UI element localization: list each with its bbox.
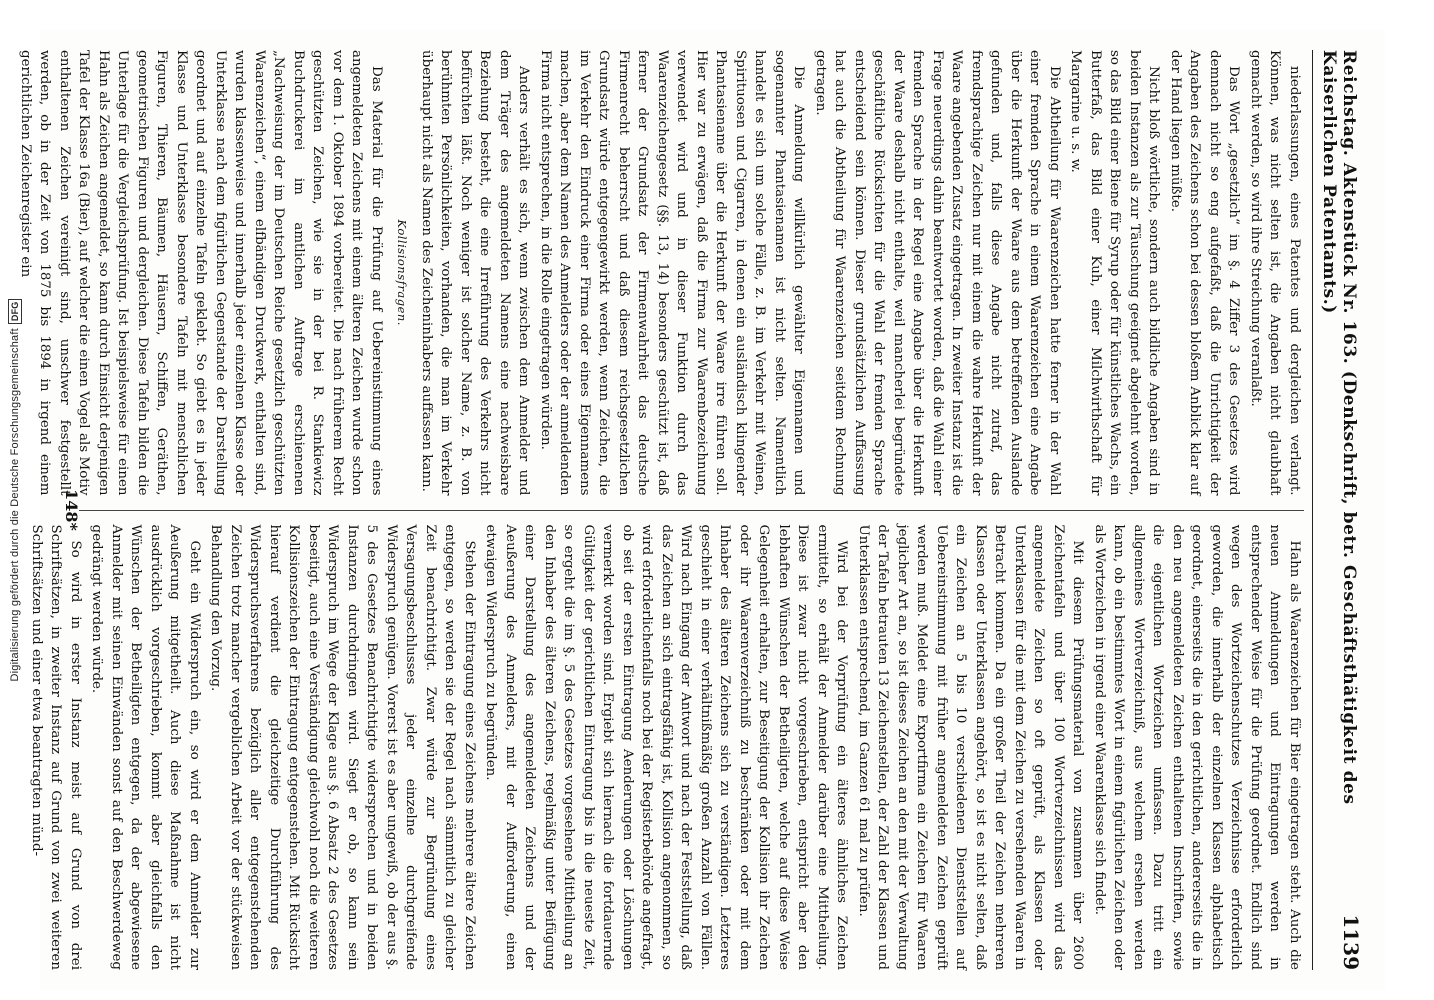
right-column bbox=[29, 524, 1304, 971]
paragraph: Das Material für die Prüfung auf Uebereinstimmung eines angemeldeten Zeichens mit einem älteren Zeichen wurde schon vor dem 1. Oktober 1894 vorbereitet. Die nach früherem Recht geschützten Zeichen, wie sie in der bei R. Stankiewicz Buchdruckerei im amtlichen Auftrage erschienenen „Nachweisung der im Deutschen Reiche gesetzlich geschützten Waarenzeichen“, einem elfbändigen Druckwerk, enthalten sind, wurden klassenweise und innerhalb jeder einzelnen Klasse oder Unterklasse nach dem figürlichen Gegenstande der Darstellung geordnet und auf einzelne Tafeln geklebt. So giebt es in jeder Klasse und Unterklasse besondere Tafeln mit menschlichen Figuren, Thieren, Bäumen, Häusern, Schiffen, Geräthen, geometrischen Figuren und dergleichen. Diese Tafeln bilden die Unterlage für die Vergleichsprüfung. Ist beispielsweise für einen Hahn als Zeichen angemeldet, so kann durch Einsicht derjenigen Tafel der Klasse 16a (Bier), auf welcher die einen Vogel als Motiv enthaltenen Zeichen vereinigt sind, unschwer festgestellt werden, ob in der Zeit von 1875 bis 1894 in irgend einem gerichtlichen Zeichenregister ein bbox=[18, 50, 384, 496]
page-header bbox=[1312, 50, 1363, 970]
signature-mark: 148* bbox=[62, 489, 81, 531]
page-number: 1139 bbox=[1339, 914, 1363, 970]
paragraph: Geht ein Widerspruch ein, so wird er dem Anmelder zur Aeußerung mitgetheilt. Auch diese Maßnahme ist nicht ausdrücklich vorgeschrieben, kommt aber gleichfalls den Wünschen der Betheiligten entgegen, da der abgewiesene Anmelder mit seinen Einwänden sonst auf den Beschwerdeweg gedrängt werden würde. bbox=[89, 524, 202, 970]
paragraph: Die Abtheilung für Waarenzeichen hatte ferner in der Wahl einer fremden Sprache in einem Waarenzeichen eine Angabe über die Herkunft der Waare aus dem betreffenden Auslande gefunden und, falls diese Angabe nicht zutraf, das fremdsprachige Zeichen nur mit einem die wahre Herkunft der Waare angebenden Zusatz eingetragen. In zweiter Instanz ist die Frage neuerdings dahin beantwortet worden, daß die Wahl einer fremden Sprache in der Regel eine Angabe über die Herkunft der Waare deshalb nicht enthalte, weil mancherlei begründete geschäftliche Rücksichten für die Wahl der fremden Sprache entscheidend sein können. Dieser grundsätzlichen Auffassung hat auch die Abtheilung für Waarenzeichen seitdem Rechnung getragen. bbox=[813, 50, 1062, 496]
paragraph: niederlassungen, eines Patentes und dergleichen verlangt. Können, was nicht selten ist, die Angaben nicht glaubhaft gemacht werden, so wird ihre Streichung veranlaßt. bbox=[1248, 50, 1302, 496]
dfg-logo: DFG bbox=[8, 299, 22, 325]
section-subheading: Kollisionsfragen. bbox=[395, 219, 410, 326]
paragraph: Stehen der Eintragung eines Zeichens mehrere ältere Zeichen entgegen, so werden sie der Regel nach sämmtlich zu gleicher Zeit benachrichtigt. Zwar würde zur Begründung eines Versagungsbeschlusses jeder einzelne durchgreifende Widerspruch genügen. Vorerst ist es aber ungewiß, ob der aus §. 5 des Gesetzes Benachrichtigte widersprechen und in beiden Instanzen durchdringen wird. Siegt er ob, so kann sein Widerspruch im Wege der Klage aus §. 6 Absatz 2 des Gesetzes beseitigt, auch eine Verständigung gleichwohl noch die weiteren Kollisionszeichen der Eintragung entgegenstehen. Mit Rücksicht hierauf verdient die gleichzeitige Durchführung des Widerspruchsverfahrens bezüglich aller entgegenstehenden Zeichen trotz mancher vergeblichen Arbeit vor der stückweisen Behandlung den Vorzug. bbox=[208, 524, 477, 970]
paragraph: Mit diesem Prüfungsmaterial von zusammen über 2600 Zeichentafeln und über 100 Wortverzeichnissen wird das angemeldete Zeichen so oft geprüft, als Klassen oder Unterklassen für die mit dem Zeichen zu versehenden Waaren in Betracht kommen. Da ein großer Theil der Zeichen mehreren Klassen oder Unterklassen angehört, so ist es nicht selten, daß ein Zeichen an 5 bis 10 verschiedenen Dienststellen auf Uebereinstimmung mit früher angemeldeten Zeichen geprüft werden muß. Meldet eine Exportfirma ein Zeichen für Waaren jeglicher Art an, so ist dieses Zeichen an den mit der Verwaltung der Tafeln betrauten 13 Zeichenstellen, der Zahl der Klassen und Unterklassen entsprechend, im Ganzen 61 mal zu prüfen. bbox=[856, 524, 1086, 970]
paragraph: So wird in erster Instanz meist auf Grund von drei Schriftsätzen, in zweiter Instanz auf Grund von zwei weiteren Schriftsätzen und einer etwa beantragten münd- bbox=[29, 524, 83, 970]
paragraph: Wird bei der Vorprüfung ein älteres ähnliches Zeichen ermittelt, so erhält der Anmelder darüber eine Mittheilung. Diese ist zwar nicht vorgeschrieben, entspricht aber den lebhaften Wünschen der Betheiligten, welche auf diese Weise Gelegenheit erhalten, zur Beseitigung der Kollision ihr Zeichen oder ihr Waarenverzeichniß zu beschränken oder mit dem Inhaber des älteren Zeichens sich zu verständigen. Letzteres geschieht in einer verhältnißmäßig großen Anzahl von Fällen. Wird nach Eingang der Antwort und nach der Feststellung, daß das Zeichen an sich eintragsfähig ist, Kollision angenommen, so wird erforderlichenfalls noch bei der Registerbehörde angefragt, ob seit der ersten Eintragung Aenderungen oder Löschungen vermerkt worden sind. Ergiebt sich hiernach die fortdauernde Gültigkeit der gerichtlichen Eintragung bis in die neueste Zeit, so ergeht die im §. 5 des Gesetzes vorgesehene Mittheilung an den Inhaber des älteren Zeichens, regelmäßig unter Beifügung einer Darstellung des angemeldeten Zeichens und der Aeußerung des Anmelders, mit der Aufforderung, einen etwaigen Widerspruch zu begründen. bbox=[483, 524, 850, 970]
paragraph: Nicht bloß wörtliche, sondern auch bildliche Angaben sind in beiden Instanzen als zur Täuschung geeignet abgelehnt worden, so das Bild einer Biene für Syrup oder für künstliches Wachs, ein Butterfaß, das Bild einer Kuh, einer Milchwirthschaft für Margarine u. s. w. bbox=[1068, 50, 1162, 496]
page-title: Reichstag. Aktenstück Nr. 163. (Denkschrift, betr. Geschäftsthätigkeit des Kaiserlichen Patentamts.) bbox=[1319, 50, 1359, 805]
scanned-page bbox=[18, 30, 1385, 990]
paragraph: Hahn als Waarenzeichen für Bier eingetragen steht. Auch die neuen Anmeldungen und Eintragungen werden in entsprechender Weise für die Prüfung geordnet. Endlich sind wegen des Wortzeichenschutzes Verzeichnisse erforderlich geworden, die innerhalb der einzelnen Klassen alphabetisch geordnet, einerseits die in den gerichtlichen, andererseits die in den neu angemeldeten Zeichen enthaltenen Inschriften, sowie die eigentlichen Wortzeichen umfassen. Dazu tritt ein allgemeines Wortverzeichniß, aus welchem ersehen werden kann, ob ein bestimmtes Wort in einem figürlichen Zeichen oder als Wortzeichen in irgend einer Waarenklasse sich findet. bbox=[1092, 524, 1302, 970]
paragraph: Anders verhält es sich, wenn zwischen dem Anmelder und dem Träger des angemeldeten Namens eine nachweisbare Beziehung besteht, die eine Irreführung des Verkehrs nicht befürchten läßt. Noch weniger ist solcher Name, z. B. von berühmten Persönlichkeiten, vorhanden, die man im Verkehr überhaupt nicht als Namen des Zeicheninhabers auffassen kann. bbox=[419, 50, 532, 496]
paragraph: Das Wort „gesetzlich“ im §. 4 Ziffer 3 des Gesetzes wird demnach nicht so eng aufgefaßt, daß die Unrichtigkeit der Angaben des Zeichens schon bei dessen bloßem Anblick klar auf der Hand liegen müßte. bbox=[1168, 50, 1242, 496]
credit-text: Digitalisierung gefördert durch die Deutsche Forschungsgemeinschaft bbox=[9, 328, 21, 682]
paragraph: Die Anmeldung willkürlich gewählter Eigennamen und sogenannter Phantasienamen ist nicht selten. Namentlich handelt es sich um solche Fälle, z. B. im Verkehr mit Weinen, Spirituosen und Cigarren, in denen ein ausländisch klingender Phantasiename über die Herkunft der Waare irre führen soll. Hier war zu erwägen, daß die Firma zur Waarenbezeichnung verwendet wird und in dieser Funktion durch das Waarenzeichengesetz (§§. 13, 14) besonders geschützt ist, daß ferner der Grundsatz der Firmenwahrheit das deutsche Firmenrecht beherrscht und daß diesem reichsgesetzlichen Grundsatz würde entgegengewirkt werden, wenn Zeichen, die im Verkehr den Eindruck einer Firma oder eines Eigennamens machen, aber dem Namen des Anmelders oder der anmeldenden Firma nicht entsprechen, in die Rolle eingetragen würden. bbox=[538, 50, 807, 496]
page-content bbox=[18, 30, 1385, 990]
